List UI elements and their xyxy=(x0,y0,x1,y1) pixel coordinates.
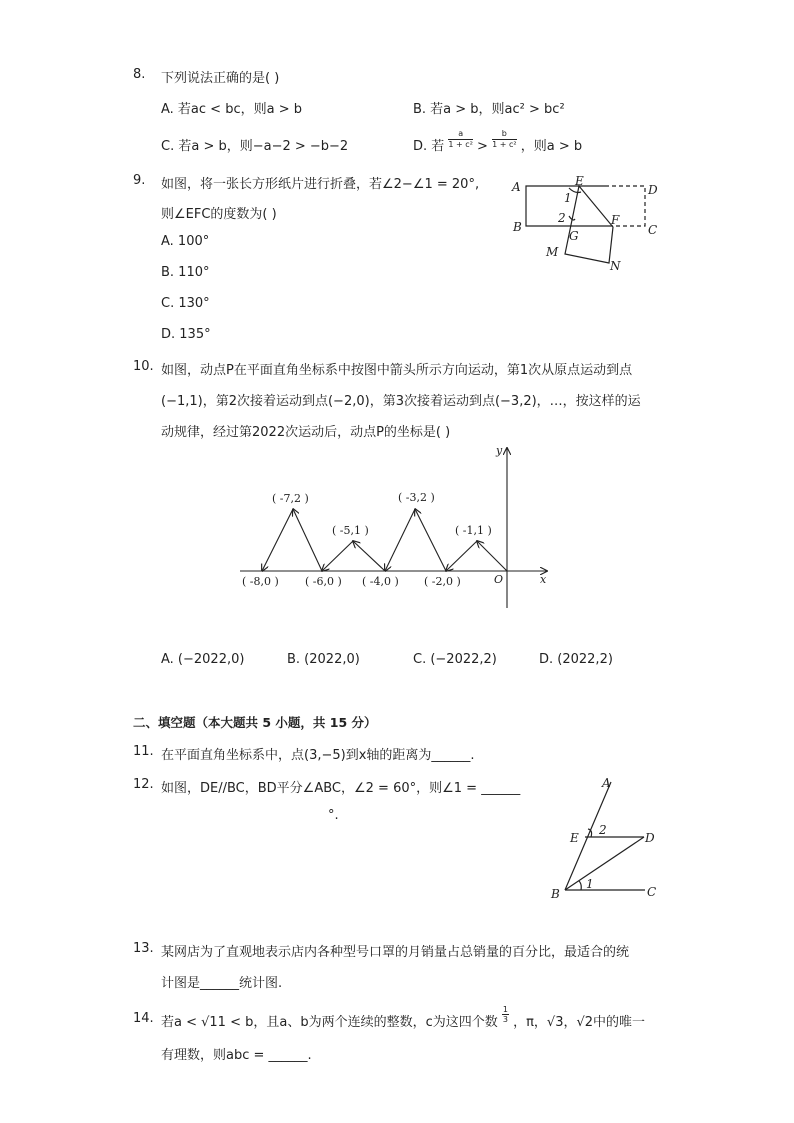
q12-angle-2: 2 xyxy=(599,823,607,837)
q12-number: 12. xyxy=(133,777,154,792)
q12-label-b: B xyxy=(551,887,560,901)
q9-label-m: M xyxy=(546,245,559,259)
q10-label-m4-0: ( -4,0 ) xyxy=(362,575,399,588)
q13-number: 13. xyxy=(133,941,154,956)
q9-label-n: N xyxy=(610,259,621,273)
q14-line2: 有理数，则abc = ______. xyxy=(161,1048,312,1063)
q10-seg-6 xyxy=(322,541,353,571)
q10-seg-5 xyxy=(353,541,385,571)
q11-text: 在平面直角坐标系中，点(3,−5)到x轴的距离为______. xyxy=(161,748,475,763)
q12-label-a: A xyxy=(602,776,611,790)
q9-label-f: F xyxy=(611,213,620,227)
q8-d-fraction-2 xyxy=(492,129,516,150)
q12-label-e: E xyxy=(570,831,579,845)
q8-stem: 下列说法正确的是( ) xyxy=(161,71,280,86)
q8-option-c[interactable]: C. 若a > b，则−a−2 > −b−2 xyxy=(161,139,349,154)
q12-figure xyxy=(545,776,665,902)
q8-option-b[interactable]: B. 若a > b，则ac² > bc² xyxy=(413,102,565,117)
q13-line1: 某网店为了直观地表示店内各种型号口罩的月销量占总销量的百分比，最适合的统 xyxy=(161,945,630,960)
q12-label-c: C xyxy=(647,885,657,899)
q9-figure xyxy=(505,172,675,276)
q9-stem-line1: 如图，将一张长方形纸片进行折叠，若∠2−∠1 = 20°, xyxy=(161,177,480,192)
q11-number: 11. xyxy=(133,744,154,759)
q8-d-f1-den: 1 + c² xyxy=(448,140,473,149)
q9-option-c[interactable]: C. 130° xyxy=(161,296,210,311)
q10-label-m8-0: ( -8,0 ) xyxy=(242,575,279,588)
q9-label-c: C xyxy=(648,223,658,237)
q10-figure xyxy=(232,440,562,615)
q10-option-a[interactable]: A. (−2022,0) xyxy=(161,652,245,667)
q9-label-a: A xyxy=(512,180,521,194)
q9-angle-2: 2 xyxy=(558,211,566,225)
q10-option-d[interactable]: D. (2022,2) xyxy=(539,652,613,667)
q10-seg-7 xyxy=(293,509,322,571)
q10-label-y: y xyxy=(496,444,503,457)
q12-label-d: D xyxy=(645,831,655,845)
q10-label-m3-2: ( -3,2 ) xyxy=(398,491,435,504)
q14-line1 xyxy=(161,1005,645,1031)
section-2-heading: 二、填空题（本大题共 5 小题，共 15 分） xyxy=(133,715,377,730)
q14-number: 14. xyxy=(133,1011,154,1026)
q14-frac-num: 1 xyxy=(502,1005,508,1014)
q10-label-m5-1: ( -5,1 ) xyxy=(332,524,369,537)
q8-d-gt: > xyxy=(477,139,488,154)
q8-d-f1-num: a xyxy=(448,129,472,140)
q10-label-m1-1: ( -1,1 ) xyxy=(455,524,492,537)
q10-seg-4 xyxy=(385,509,415,571)
q13-line2: 计图是______统计图. xyxy=(161,976,283,991)
q10-stem-line2: (−1,1)，第2次接着运动到点(−2,0)，第3次接着运动到点(−3,2)，…，按这样的运 xyxy=(161,394,641,409)
q10-seg-2 xyxy=(446,541,477,571)
q10-stem-line3: 动规律，经过第2022次运动后，动点P的坐标是( ) xyxy=(161,425,451,440)
q9-label-e: E xyxy=(575,174,584,188)
q9-label-d: D xyxy=(648,183,658,197)
q10-label-x: x xyxy=(540,573,547,586)
q9-number: 9. xyxy=(133,173,146,188)
q9-option-b[interactable]: B. 110° xyxy=(161,265,210,280)
q8-d-f2-den: 1 + c² xyxy=(492,140,517,149)
q10-label-m7-2: ( -7,2 ) xyxy=(272,492,309,505)
q8-option-a[interactable]: A. 若ac < bc，则a > b xyxy=(161,102,302,117)
q10-number: 10. xyxy=(133,359,154,374)
q8-d-fraction-1 xyxy=(448,129,472,150)
q9-label-g: G xyxy=(569,229,579,243)
q14-pre: 若a < √11 < b，且a、b为两个连续的整数，c为这四个数 xyxy=(161,1015,498,1030)
q10-label-m2-0: ( -2,0 ) xyxy=(424,575,461,588)
q8-d-f2-num: b xyxy=(492,129,516,140)
q12-angle-1-arc xyxy=(579,881,581,890)
q8-d-suffix: ，则a > b xyxy=(520,139,583,154)
q14-fraction xyxy=(502,1005,509,1024)
q10-seg-1 xyxy=(477,541,507,571)
q9-folded-part xyxy=(565,186,613,263)
q12-degree: °. xyxy=(328,808,339,823)
q9-option-a[interactable]: A. 100° xyxy=(161,234,210,249)
q10-seg-3 xyxy=(415,509,446,571)
q9-stem-line2: 则∠EFC的度数为( ) xyxy=(161,207,277,222)
q9-angle-1: 1 xyxy=(564,191,572,205)
q8-d-prefix: D. 若 xyxy=(413,139,445,154)
q8-number: 8. xyxy=(133,67,146,82)
q10-seg-8 xyxy=(262,509,293,571)
q10-stem-line1: 如图，动点P在平面直角坐标系中按图中箭头所示方向运动，第1次从原点运动到点 xyxy=(161,363,633,378)
q14-post: ，π，√3，√2中的唯一 xyxy=(513,1015,646,1030)
q10-option-c[interactable]: C. (−2022,2) xyxy=(413,652,497,667)
q8-option-d[interactable] xyxy=(413,129,582,157)
q12-text: 如图，DE//BC，BD平分∠ABC，∠2 = 60°，则∠1 = ______ xyxy=(161,781,521,796)
q9-label-b: B xyxy=(513,220,522,234)
q14-frac-den: 3 xyxy=(502,1015,508,1024)
q9-option-d[interactable]: D. 135° xyxy=(161,327,211,342)
q10-label-m6-0: ( -6,0 ) xyxy=(305,575,342,588)
q10-option-b[interactable]: B. (2022,0) xyxy=(287,652,360,667)
q12-angle-1: 1 xyxy=(586,877,594,891)
q10-label-origin: O xyxy=(494,573,504,586)
